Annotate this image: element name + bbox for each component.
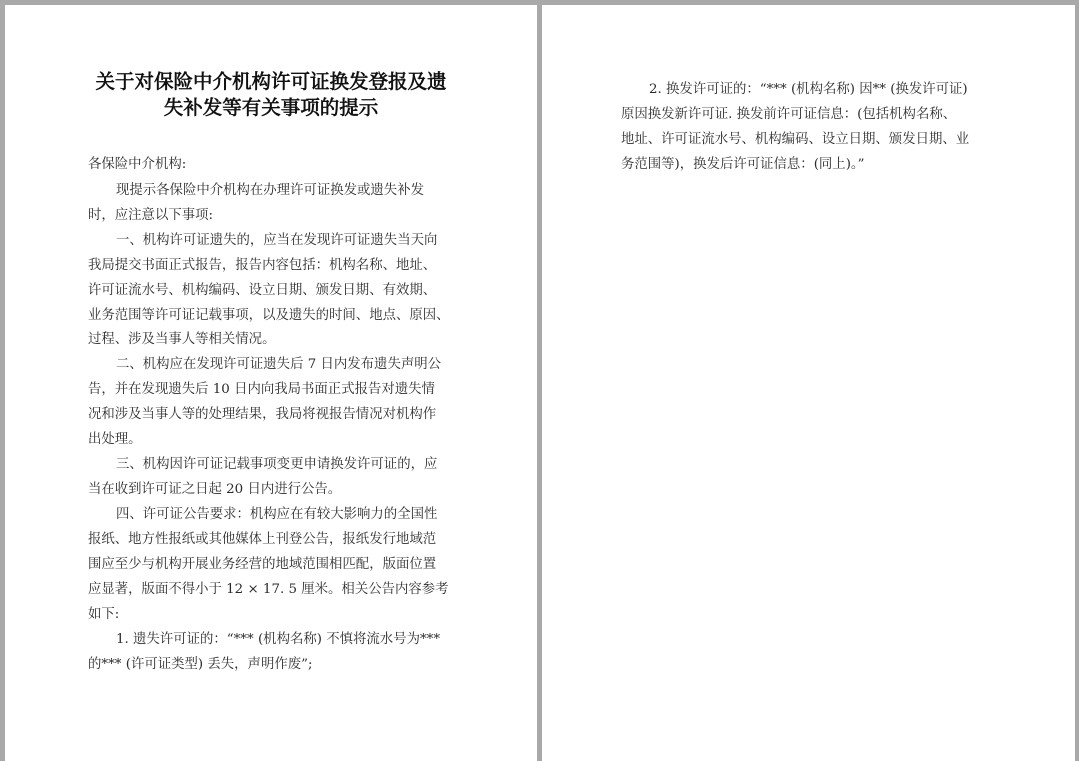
- paragraph-line: 业务范围等许可证记载事项，以及遗失的时间、地点、原因、: [88, 308, 450, 323]
- title-line-2: 失补发等有关事项的提示: [163, 96, 379, 119]
- paragraph-line: 当在收到许可证之日起 20 日内进行公告。: [88, 482, 342, 497]
- salutation: 各保险中介机构:: [88, 157, 187, 172]
- document-page-1: [5, 5, 537, 761]
- paragraph-line: 过程、涉及当事人等相关情况。: [88, 332, 276, 347]
- paragraph-line: 现提示各保险中介机构在办理许可证换发或遗失补发: [116, 183, 424, 198]
- paragraph-line: 原因换发新许可证. 换发前许可证信息：(包括机构名称、: [621, 107, 957, 122]
- paragraph-line: 告，并在发现遗失后 10 日内向我局书面正式报告对遗失情: [88, 382, 435, 397]
- paragraph-line: 时，应注意以下事项:: [88, 208, 214, 223]
- paragraph-line: 一、机构许可证遗失的，应当在发现许可证遗失当天向: [116, 233, 438, 248]
- paragraph-line: 如下:: [88, 607, 120, 622]
- paragraph-line: 2. 换发许可证的：“*** (机构名称) 因** (换发许可证): [649, 82, 968, 97]
- paragraph-line: 的*** (许可证类型) 丢失，声明作废”;: [88, 657, 313, 672]
- paragraph-line: 地址、许可证流水号、机构编码、设立日期、颁发日期、业: [621, 132, 970, 147]
- document-page-2: [542, 5, 1075, 761]
- paragraph-line: 出处理。: [88, 432, 142, 447]
- paragraph-line: 我局提交书面正式报告，报告内容包括：机构名称、地址、: [88, 258, 437, 273]
- paragraph-line: 1. 遗失许可证的：“*** (机构名称) 不慎将流水号为***: [116, 632, 441, 647]
- paragraph-line: 二、机构应在发现许可证遗失后 7 日内发布遗失声明公: [116, 357, 442, 372]
- paragraph-line: 三、机构因许可证记载事项变更申请换发许可证的，应: [116, 457, 438, 472]
- paragraph-line: 况和涉及当事人等的处理结果，我局将视报告情况对机构作: [88, 407, 437, 422]
- paragraph-line: 围应至少与机构开展业务经营的地域范围相匹配，版面位置: [88, 557, 437, 572]
- paragraph-line: 四、许可证公告要求：机构应在有较大影响力的全国性: [116, 507, 438, 522]
- paragraph-line: 应显著，版面不得小于 12 × 17. 5 厘米。相关公告内容参考: [88, 582, 449, 597]
- paragraph-line: 许可证流水号、机构编码、设立日期、颁发日期、有效期、: [88, 283, 437, 298]
- paragraph-line: 务范围等)，换发后许可证信息：(同上)。”: [621, 157, 865, 172]
- paragraph-line: 报纸、地方性报纸或其他媒体上刊登公告，报纸发行地域范: [88, 532, 437, 547]
- document-title: [5, 69, 537, 121]
- title-line-1: 关于对保险中介机构许可证换发登报及遗: [95, 70, 447, 93]
